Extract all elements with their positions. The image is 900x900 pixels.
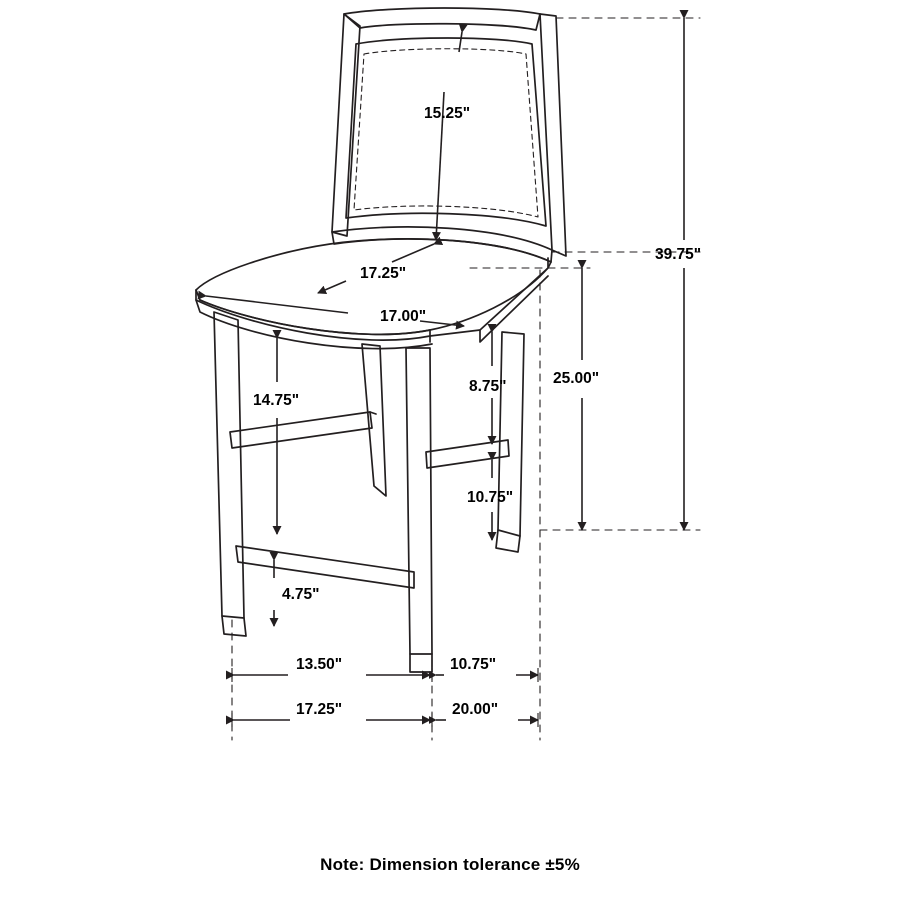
dimension-label-seat-depth-diagonal: 17.25" <box>360 265 407 282</box>
dimension-label-side-rail-to-floor: 10.75" <box>467 489 514 506</box>
dimension-lines <box>206 18 684 727</box>
dimension-label-overall-width: 17.25" <box>296 701 343 718</box>
dimension-label-leg-span-front: 13.50" <box>296 656 343 673</box>
dimension-label-seat-width: 17.00" <box>380 308 427 325</box>
dimension-label-seat-height: 25.00" <box>553 370 600 387</box>
dimension-label-lower-rail-height: 4.75" <box>282 586 320 603</box>
dimension-label-overall-depth: 20.00" <box>452 701 499 718</box>
dimension-label-front-rail-to-seat: 8.75" <box>469 378 507 395</box>
dimension-label-side-rail-height: 14.75" <box>253 392 300 409</box>
tolerance-note: Note: Dimension tolerance ±5% <box>320 855 580 874</box>
dimension-label-overall-height: 39.75" <box>655 246 702 263</box>
dimension-label-leg-span-side: 10.75" <box>450 656 497 673</box>
dimension-label-back-panel-height: 15.25" <box>424 105 471 122</box>
